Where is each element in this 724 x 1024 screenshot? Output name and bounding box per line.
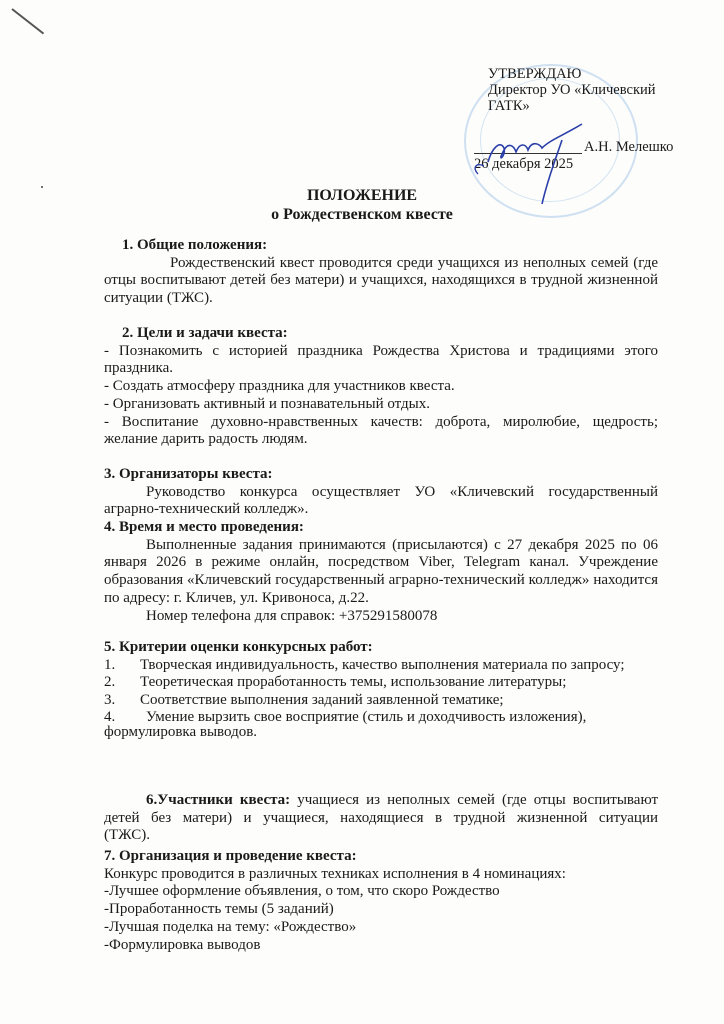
nomination-item: -Лучшее оформление объявления, о том, что скоро Рождество	[104, 883, 500, 900]
criteria-item	[104, 674, 658, 692]
section-heading: 6.Участники квеста:	[146, 792, 291, 808]
criteria-number: 3.	[104, 692, 116, 709]
nomination-item: -Формулировка выводов	[104, 936, 261, 953]
criteria-text: Творческая индивидуальность, качество выполнения материала по запросу;	[140, 656, 625, 673]
criteria-number: 1.	[104, 656, 116, 673]
section-time-place	[104, 519, 658, 625]
section-heading: 4. Время и место проведения:	[104, 519, 304, 535]
nomination-item: -Проработанность темы (5 заданий)	[104, 901, 334, 918]
criteria-item	[104, 692, 658, 710]
document-title: ПОЛОЖЕНИЕ	[306, 187, 418, 204]
section-general	[104, 237, 658, 308]
goal-item: - Воспитание духовно-нравственных качеств: доброта, миролюбие, щедрость; желание дарить радость людям.	[104, 413, 658, 448]
section-heading: 7. Организация и проведение квеста:	[104, 848, 357, 864]
section-text: Рождественский квест проводится среди учащихся из неполных семей (где отцы воспитывают детей без матери) и учащихся, находящихся в трудной жизненной ситуации (ТЖС).	[104, 254, 658, 307]
criteria-number: 2.	[104, 674, 116, 691]
approve-word: УТВЕРЖДАЮ	[488, 66, 582, 82]
criteria-text: Умение вырзить свое восприятие (стиль и доходчивость изложения), формулировка выводов.	[104, 708, 587, 740]
section-heading: 2. Цели и задачи квеста:	[122, 325, 288, 341]
scan-artifact-line	[11, 8, 44, 34]
section-organization	[104, 848, 658, 954]
criteria-text: Теоретическая проработанность темы, использование литературы;	[140, 674, 567, 691]
section-heading: 3. Организаторы квеста:	[104, 466, 273, 482]
goal-item: - Познакомить с историей праздника Рождества Христова и традициями этого праздника.	[104, 342, 658, 377]
goal-item: - Создать атмосферу праздника для участников квеста.	[104, 378, 455, 395]
section-text	[104, 792, 658, 845]
criteria-number: 4.	[104, 708, 116, 725]
criteria-item	[104, 710, 658, 740]
approval-date: 26 декабря 2025	[474, 156, 574, 172]
approver-position: Директор УО «Кличевский	[488, 82, 656, 98]
section-goals	[104, 325, 658, 449]
nomination-item: -Лучшая поделка на тему: «Рождество»	[104, 918, 357, 935]
approval-block	[474, 66, 674, 172]
participants-text: учащиеся из неполных семей (где отцы воспитывают детей без матери) и учащиеся, находящиеся в трудной жизненной ситуации (ТЖС).	[104, 792, 659, 844]
section-intro: Конкурс проводится в различных техниках исполнения в 4 номинациях:	[104, 865, 566, 882]
document-subtitle: о Рождественском квесте	[271, 206, 453, 223]
section-text: Руководство конкурса осуществляет УО «Кличевский государственный аграрно-технический колледж».	[104, 483, 658, 518]
section-criteria	[104, 639, 658, 740]
contact-phone: Номер телефона для справок: +375291580078	[146, 607, 438, 624]
approver-name: А.Н. Мелешко	[584, 139, 674, 155]
criteria-item	[104, 657, 658, 675]
goal-item: - Организовать активный и познавательный отдых.	[104, 395, 430, 412]
section-heading: 1. Общие положения:	[122, 237, 268, 253]
section-heading: 5. Критерии оценки конкурсных работ:	[104, 639, 373, 655]
approver-organization: ГАТК»	[488, 98, 530, 114]
section-organizers	[104, 466, 658, 519]
section-text: Выполненные задания принимаются (присылаются) с 27 декабря 2025 по 06 января 2026 в режиме онлайн, посредством Viber, Telegram канал. Учреждение образования «Кличевский государственный аграрно-технический колледж» находится по адресу: г. Кличев, ул. Кривоноса, д.22.	[104, 536, 658, 606]
criteria-text: Соответствие выполнения заданий заявленной тематике;	[140, 692, 504, 709]
section-participants	[104, 792, 658, 845]
